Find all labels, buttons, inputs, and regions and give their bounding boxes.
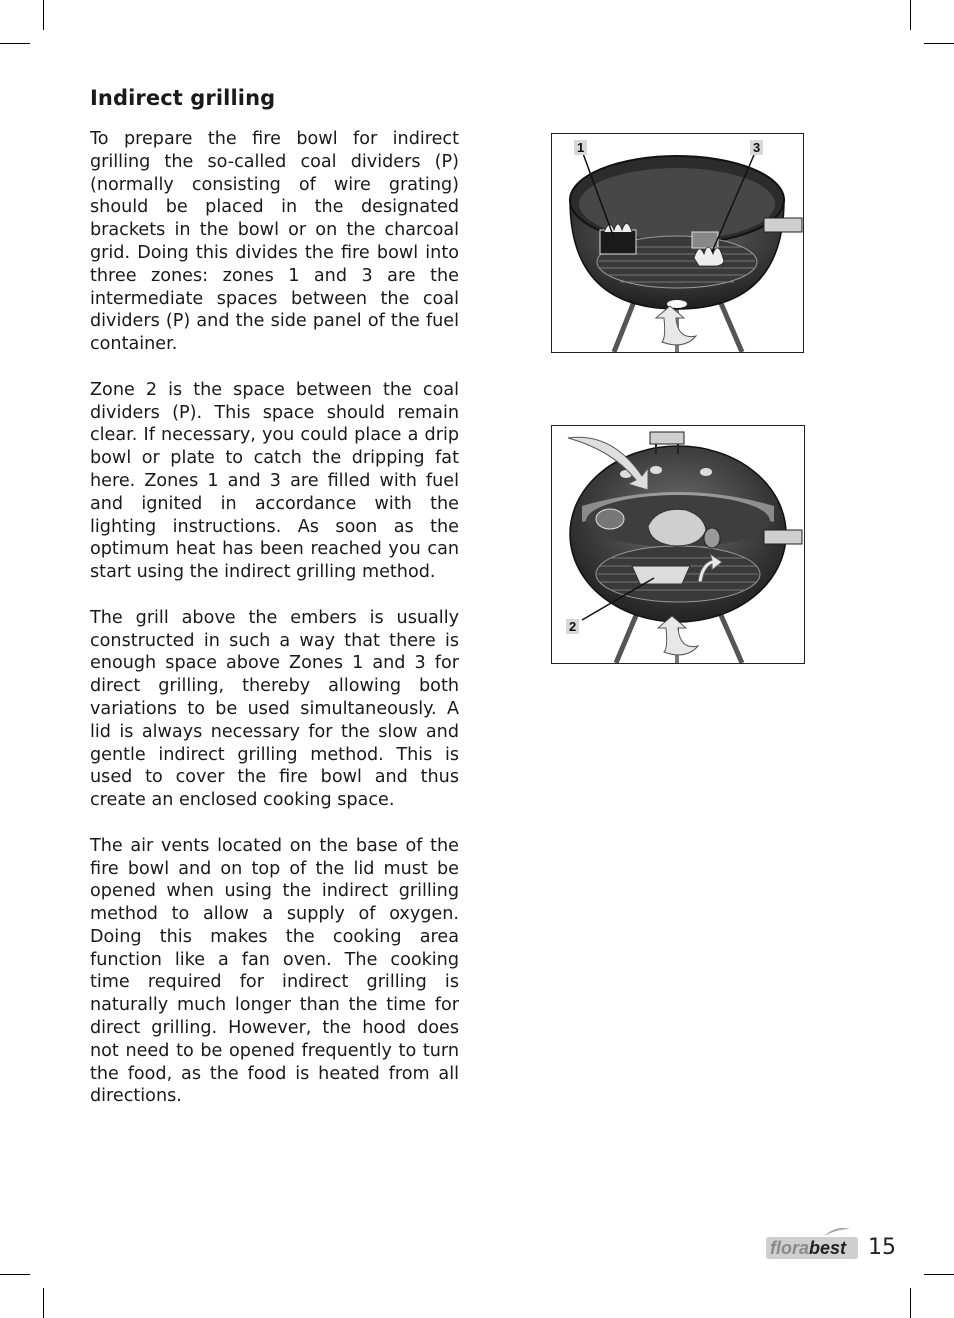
logo-wordmark [770, 1237, 846, 1259]
paragraph: Zone 2 is the space between the coal dividers (P). This space should remain clear. If necessary, you could place a drip bowl or plate to catch the dripping fat here. Zones 1 and 3 are filled with fuel and ignited in accordance with the lighting instructions. As soon as the optimum heat has been reached you can start using the indirect grilling method. [90, 379, 459, 583]
logo-flora: flora [770, 1238, 810, 1258]
open-grill-drawing [552, 134, 803, 352]
section-heading: Indirect grilling [90, 86, 276, 110]
crop-mark [924, 43, 954, 44]
crop-mark [0, 43, 30, 44]
zone-label-1: 1 [574, 140, 587, 155]
grill-zones-illustration [551, 133, 804, 353]
zone-label-3: 3 [750, 140, 763, 155]
closed-grill-drawing [552, 426, 804, 663]
crop-mark [910, 0, 911, 30]
brand-logo [766, 1233, 858, 1261]
page-number: 15 [868, 1235, 896, 1260]
crop-mark [43, 1288, 44, 1318]
logo-best: best [809, 1238, 847, 1258]
paragraph: The grill above the embers is usually constructed in such a way that there is enough space above Zones 1 and 3 for direct grilling, thereby allowing both variations to be used simultaneously. A lid is always necessary for the slow and gentle indirect grilling method. This is used to cover the fire bowl and thus create an enclosed cooking space. [90, 607, 459, 811]
paragraph: To prepare the fire bowl for indirect grilling the so-called coal dividers (P) (normally consisting of wire grating) should be placed in the designated brackets in the bowl or on the charcoal grid. Doing this divides the fire bowl into three zones: zones 1 and 3 are the intermediate spaces between the coal dividers (P) and the side panel of the fuel container. [90, 129, 459, 355]
crop-mark [910, 1288, 911, 1318]
grill-closed-illustration [551, 425, 805, 664]
zone-label-2: 2 [566, 619, 579, 634]
crop-mark [924, 1274, 954, 1275]
crop-mark [43, 0, 44, 30]
crop-mark [0, 1274, 30, 1275]
body-text [90, 128, 459, 1131]
paragraph: The air vents located on the base of the fire bowl and on top of the lid must be opened when using the indirect grilling method to allow a supply of oxygen. Doing this makes the cooking area function like a fan oven. The cooking time required for indirect grilling is naturally much longer than the time for direct grilling. However, the hood does not need to be opened frequently to turn the food, as the food is heated from all directions. [90, 835, 459, 1107]
leaf-icon [822, 1227, 852, 1237]
